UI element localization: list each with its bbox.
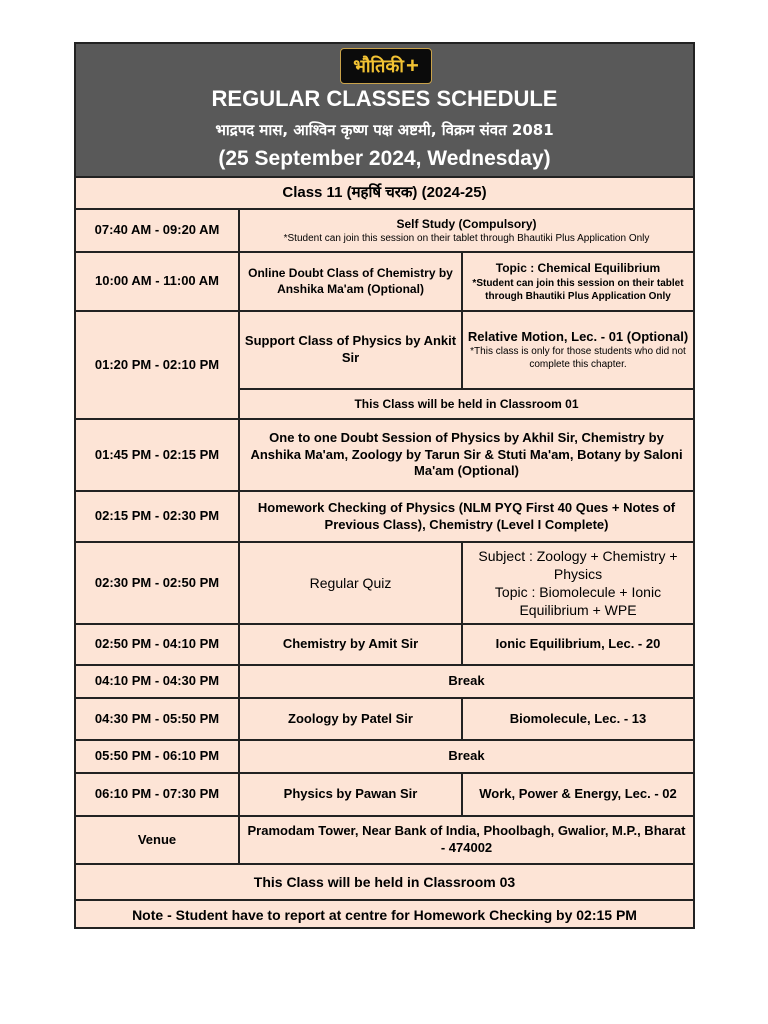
table-row: [76, 739, 693, 772]
time-slot: 05:50 PM - 06:10 PM: [76, 741, 240, 772]
session-note: *This class is only for those students who did not complete this chapter.: [470, 346, 686, 371]
table-row: [76, 418, 693, 490]
venue-row: [76, 815, 693, 863]
time-slot: 06:10 PM - 07:30 PM: [76, 774, 240, 815]
table-row: [76, 310, 693, 418]
note-row: [76, 899, 693, 929]
time-slot: 01:45 PM - 02:15 PM: [76, 420, 240, 490]
time-slot: 04:30 PM - 05:50 PM: [76, 699, 240, 739]
topic-text: Ionic Equilibrium, Lec. - 20: [495, 636, 661, 652]
logo-text: भौतिकी: [353, 56, 404, 77]
session-title: Zoology by Patel Sir: [240, 699, 463, 739]
topic-text: Work, Power & Energy, Lec. - 02: [479, 786, 677, 802]
table-row: [76, 697, 693, 739]
time-slot: 01:20 PM - 02:10 PM: [76, 312, 240, 418]
time-slot: 02:50 PM - 04:10 PM: [76, 625, 240, 664]
venue-address: Pramodam Tower, Near Bank of India, Phoolbagh, Gwalior, M.P., Bharat - 474002: [247, 823, 686, 855]
table-row: [76, 664, 693, 697]
classroom-note: This Class will be held in Classroom 03: [253, 873, 516, 890]
schedule-header: [76, 44, 693, 176]
homework-note: Note - Student have to report at centre for Homework Checking by 02:15 PM: [132, 906, 637, 923]
session-title: Chemistry by Amit Sir: [240, 625, 463, 664]
session-title: Self Study (Compulsory): [396, 216, 537, 231]
class-heading-row: [76, 176, 693, 208]
schedule-sheet: [74, 42, 695, 929]
session-title: Homework Checking of Physics (NLM PYQ First 40 Ques + Notes of Previous Class), Chemistry (Level I Complete): [257, 499, 676, 532]
topic-text: Topic : Biomolecule + Ionic Equilibrium + WPE: [494, 584, 662, 619]
schedule-title: REGULAR CLASSES SCHEDULE: [211, 86, 558, 111]
table-row: [76, 490, 693, 541]
table-row: [76, 772, 693, 815]
topic-cell: [463, 312, 693, 388]
time-slot: 10:00 AM - 11:00 AM: [76, 253, 240, 310]
session-title: Support Class of Physics by Ankit Sir: [240, 312, 463, 388]
session-title: Regular Quiz: [240, 543, 463, 623]
classroom-subrow: [240, 388, 693, 420]
topic-text: Relative Motion, Lec. - 01 (Optional): [467, 328, 689, 344]
topic-cell: [463, 543, 693, 623]
session-title: One to one Doubt Session of Physics by Akhil Sir, Chemistry by Anshika Ma'am, Zoology by Tarun Sir & Stuti Ma'am, Botany by Saloni Ma'am (Optional): [250, 429, 683, 479]
table-row: [76, 623, 693, 664]
break-cell: Break: [448, 748, 485, 764]
session-note: *Student can join this session on their tablet through Bhautiki Plus Application Only: [472, 277, 684, 302]
session-title: Online Doubt Class of Chemistry by Anshika Ma'am (Optional): [240, 253, 463, 310]
topic-text: Topic : Chemical Equilibrium: [495, 261, 661, 276]
class-heading: Class 11 (महर्षि चरक) (2024-25): [282, 184, 487, 202]
session-note: *Student can join this session on their tablet through Bhautiki Plus Application Only: [283, 233, 650, 245]
table-row: [76, 251, 693, 310]
session-cell: [240, 210, 693, 251]
classroom-note: This Class will be held in Classroom 01: [354, 397, 579, 412]
subject-text: Subject : Zoology + Chemistry + Physics: [478, 547, 678, 582]
schedule-date: (25 September 2024, Wednesday): [218, 147, 551, 170]
hindi-calendar-date: भाद्रपद मास, आश्विन कृष्ण पक्ष अष्टमी, विक्रम संवत 2081: [215, 121, 554, 139]
time-slot: 07:40 AM - 09:20 AM: [76, 210, 240, 251]
topic-text: Biomolecule, Lec. - 13: [509, 710, 647, 726]
time-slot: 04:10 PM - 04:30 PM: [76, 666, 240, 697]
classroom-row: [76, 863, 693, 899]
session-title: Physics by Pawan Sir: [240, 774, 463, 815]
table-row: [76, 208, 693, 251]
bhautiki-logo: [340, 48, 432, 84]
venue-label: Venue: [76, 817, 240, 863]
time-slot: 02:15 PM - 02:30 PM: [76, 492, 240, 541]
topic-cell: [463, 253, 693, 310]
table-row: [76, 541, 693, 623]
time-slot: 02:30 PM - 02:50 PM: [76, 543, 240, 623]
logo-plus-icon: +: [405, 53, 419, 78]
break-cell: Break: [448, 673, 485, 689]
